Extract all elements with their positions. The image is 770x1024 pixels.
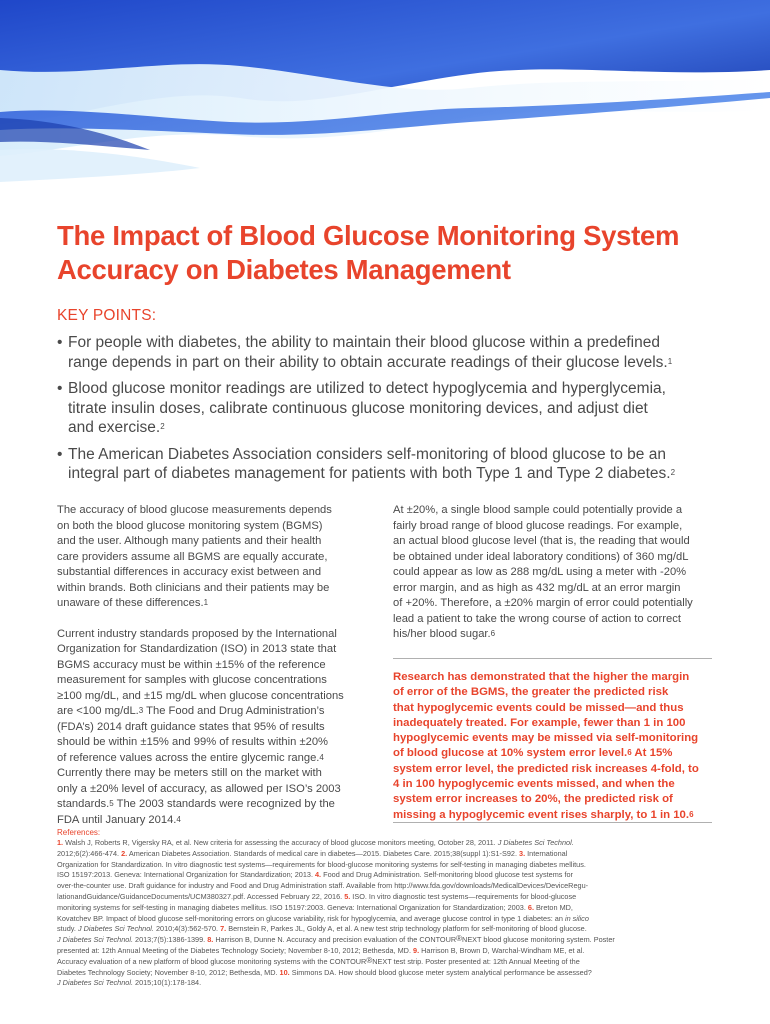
reference-line: 1. Walsh J, Roberts R, Vigersky RA, et al. New criteria for assessing the accuracy of blood glucose monitors meeting, October 28, 2011. J Diabetes Sci Technol. (57, 838, 574, 847)
text-line: on both the blood glucose monitoring system (BGMS) (57, 519, 323, 532)
key-point-line: • For people with diabetes, the ability to maintain their blood glucose within a predefined (68, 334, 660, 351)
callout-line: of blood glucose at 10% system error level.$^6$ At 15% (393, 747, 673, 760)
text-line: of +20%. Therefore, a ±20% margin of error could potentially (393, 597, 693, 609)
left-column (57, 503, 372, 828)
citation-marker: 4 (319, 752, 324, 762)
text-line: are <100 mg/dL.$^3$ The Food and Drug Administration’s (57, 705, 325, 717)
title-line: Accuracy on Diabetes Management (57, 254, 511, 285)
text-line: could appear as low as 288 mg/dL using a meter with -20% (393, 566, 687, 578)
body-paragraph (393, 503, 713, 643)
key-point-item (57, 333, 722, 372)
text-line: lead a patient to take the wrong course of action to correct (393, 612, 681, 625)
references-heading: References: (57, 828, 101, 837)
callout-line: inadequately treated. For example, fewer than 1 in 100 (393, 716, 686, 729)
reference-line: Kovatchev BP. Impact of blood glucose self-monitoring errors on glucose variability, risk for hypoglycemia, and average glucose control in type 1 diabetes: an in silico (57, 913, 589, 923)
text-line: only a ±20% level of accuracy, as allowed per ISO’s 2003 (57, 782, 341, 795)
text-line: At ±20%, a single blood sample could potentially provide a (393, 504, 683, 516)
callout-line: 4 in 100 hypoglycemic events missed, and when the (393, 778, 675, 791)
citation-marker: 6 (689, 809, 694, 819)
citation-marker: 1 (667, 356, 673, 366)
key-point-line: • Blood glucose monitor readings are utilized to detect hypoglycemia and hyperglycemia, (68, 380, 666, 397)
text-line: care providers assume all BGMS are equally accurate, (57, 550, 328, 563)
callout-line: that hypoglycemic events could be missed—and thus (393, 701, 684, 714)
callout-line: missing a hypoglycemic event rises sharply, to 1 in 10.$^6$ (393, 808, 694, 821)
text-line: ≥100 mg/dL, and ±15 mg/dL when glucose concentrations (57, 689, 344, 702)
reference-line: over-the-counter use. Draft guidance for industry and Food and Drug Administration staff. Available from http://www.fda.gov/downloads/MedicalDevices/DeviceRegu- (57, 881, 589, 891)
citation-marker: 2 (160, 422, 165, 431)
text-line: measurement for samples with glucose concentrations (57, 674, 327, 686)
text-line: of reference values across the entire glycemic range.$^4$ (57, 751, 324, 764)
citation-marker: 1 (203, 598, 209, 607)
key-point-item (57, 379, 722, 438)
reference-line: study. J Diabetes Sci Technol. 2010;4(3):562-570. 7. Bernstein R, Parkes JL, Goldy A, et al. A new test strip technology platform for self-monitoring of blood glucose. (57, 924, 587, 934)
citation-marker: 6 (490, 629, 496, 638)
key-point-line: and exercise.$^2$ (68, 419, 165, 436)
citation-marker: 4 (176, 814, 181, 824)
reference-line: 2012;6(2):466-474. 2. American Diabetes Association. Standards of medical care in diabetes—2015. Diabetes Care. 2015;38(suppl 1):S1-S92. 3. International (57, 848, 568, 858)
body-paragraph (57, 627, 372, 829)
text-line: should be within ±15% and 99% of results within ±20% (57, 736, 328, 748)
reference-line: presented at: 12th Annual Meeting of the Diabetes Technology Society; November 8-10, 2012; Bethesda, MD. 9. Harrison B, Brown D, Warchal-Windham ME, et al. (57, 945, 585, 955)
callout-top-divider (393, 658, 712, 659)
callout-line: hypoglycemic events may be missed via self-monitoring (393, 732, 699, 745)
page-title (57, 219, 717, 287)
reference-line: Diabetes Technology Society; November 8-10, 2012; Bethesda, MD. 10. Simmons DA. How should blood glucose meter system analytical performance be assessed? (57, 967, 592, 977)
key-point-line: titrate insulin doses, calibrate continuous glucose monitoring devices, and adjust diet (68, 399, 648, 417)
key-points-heading: KEY POINTS: (57, 307, 157, 324)
callout-quote (393, 670, 713, 823)
text-line: fairly broad range of blood glucose readings. For example, (393, 519, 683, 532)
key-point-line: • The American Diabetes Association considers self-monitoring of blood glucose to be an (68, 445, 666, 463)
key-point-item (57, 445, 722, 484)
text-line: (FDA’s) 2014 draft guidance states that 95% of results (57, 720, 325, 733)
text-line: his/her blood sugar.$^6$ (393, 628, 496, 640)
text-line: BGMS accuracy must be within ±15% of the reference (57, 658, 326, 671)
right-column (393, 503, 713, 643)
callout-line: system error increases to 20%, the predicted risk of (393, 793, 673, 806)
reference-line: Organization for Standardization. In vitro diagnostic test systems—requirements for blood-glucose monitoring systems for self-testing in managing diabetes mellitus. (57, 859, 586, 869)
reference-line: monitoring systems for self-testing in managing diabetes mellitus. ISO 15197:2003. Geneva: International Organization for Standardization; 2003. 6. Breton MD, (57, 902, 573, 912)
callout-line: system error level, the predicted risk increases 4-fold, to (393, 762, 699, 775)
text-line: be obtained under ideal laboratory conditions) of 360 mg/dL (393, 550, 689, 563)
text-line: standards.$^5$ The 2003 standards were recognized by the (57, 798, 335, 810)
text-line: substantial differences in accuracy exist between and (57, 566, 322, 578)
text-line: an actual blood glucose level (that is, the reading that would (393, 535, 690, 547)
callout-line: Research has demonstrated that the higher the margin (393, 671, 690, 683)
key-points-list (57, 333, 722, 491)
references-list (57, 838, 717, 989)
reference-line: ISO 15197:2013. Geneva: International Organization for Standardization; 2013. 4. Food and Drug Administration. Self-monitoring blood glucose test systems for (57, 870, 573, 880)
key-point-line: integral part of diabetes management for patients with both Type 1 and Type 2 diabetes.$^2$ (68, 465, 676, 482)
citation-marker: 3 (138, 706, 144, 715)
key-point-line: range depends in part on their ability to obtain accurate readings of their glucose levels.$^1$ (68, 353, 673, 371)
text-line: error margin, and as high as 432 mg/dL at an error margin (393, 581, 681, 594)
citation-marker: 2 (670, 468, 676, 477)
reference-line: lationandGuidance/GuidanceDocuments/UCM380327.pdf. Accessed February 22, 2016. 5. ISO. In vitro diagnostic test systems—requirements for blood-glucose (57, 891, 577, 901)
reference-line: Accuracy evaluation of a new platform of blood glucose monitoring systems with the CONTOUR®NEXT test strip. Poster presented at: 12th Annual Meeting of the (57, 955, 580, 966)
citation-marker: 6 (627, 748, 632, 758)
text-line: Organization for Standardization (ISO) in 2013 state that (57, 643, 337, 655)
text-line: unaware of these differences.$^1$ (57, 597, 209, 609)
header-wave-banner (0, 0, 770, 190)
text-line: within brands. Both clinicians and their patients may be (57, 581, 330, 594)
reference-line: J Diabetes Sci Technol. 2015;10(1):178-184. (57, 978, 202, 988)
text-line: Currently there may be meters still on the market with (57, 767, 322, 779)
callout-line: of error of the BGMS, the greater the predicted risk (393, 686, 669, 699)
text-line: FDA until January 2014.$^4$ (57, 813, 181, 826)
title-line: The Impact of Blood Glucose Monitoring System (57, 220, 680, 251)
reference-line: J Diabetes Sci Technol. 2013;7(5):1386-1399. 8. Harrison B, Dunne N. Accuracy and precision evaluation of the CONTOUR®NEXT blood glucose monitoring system. Poster (57, 934, 615, 945)
citation-marker: 5 (109, 799, 114, 808)
text-line: and the user. Although many patients and their health (57, 535, 322, 547)
callout-bottom-divider (393, 822, 712, 823)
text-line: Current industry standards proposed by the International (57, 627, 337, 640)
body-paragraph (57, 503, 372, 612)
text-line: The accuracy of blood glucose measurements depends (57, 504, 332, 516)
